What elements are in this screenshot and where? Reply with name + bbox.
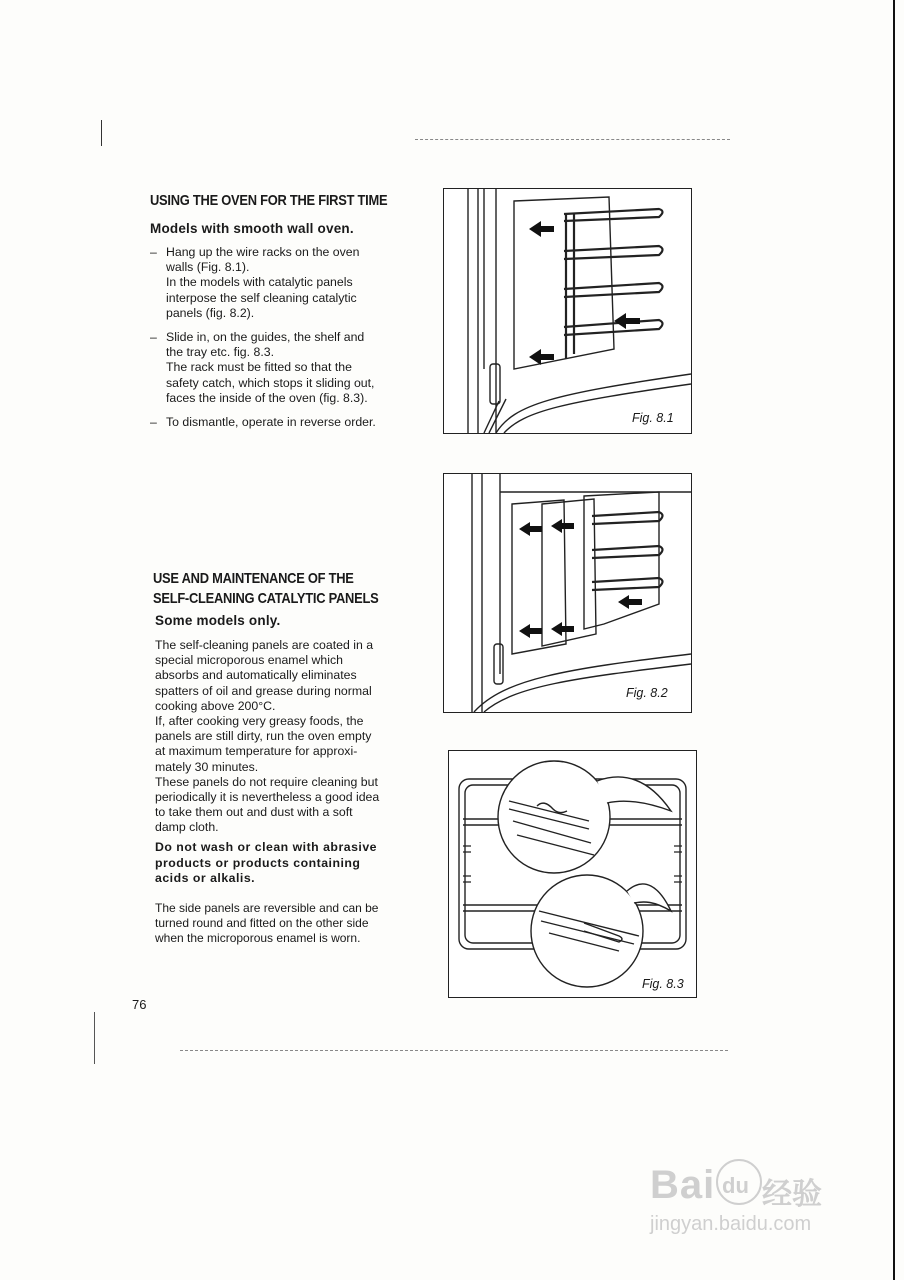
paragraph-line: damp cloth. xyxy=(155,820,219,835)
paragraph-line: panels are still dirty, run the oven empty xyxy=(155,729,372,744)
list-line: To dismantle, operate in reverse order. xyxy=(166,415,376,430)
bottom-rule xyxy=(180,1050,728,1051)
paragraph-line: If, after cooking very greasy foods, the xyxy=(155,714,364,729)
watermark-url: jingyan.baidu.com xyxy=(650,1213,812,1235)
list-item xyxy=(150,245,415,321)
binding-line xyxy=(893,0,895,1280)
figure-8-3 xyxy=(448,750,697,998)
section2-title-line1: USE AND MAINTENANCE OF THE xyxy=(153,570,354,587)
list-line: Hang up the wire racks on the oven xyxy=(166,245,360,259)
figure-8-2 xyxy=(443,473,692,713)
section1-subtitle: Models with smooth wall oven. xyxy=(150,221,354,236)
page-number: 76 xyxy=(132,997,147,1012)
list-line: walls (Fig. 8.1). xyxy=(166,260,250,275)
section2-title-line2: SELF-CLEANING CATALYTIC PANELS xyxy=(153,590,379,607)
warning xyxy=(155,840,415,887)
list-line: In the models with catalytic panels xyxy=(166,275,353,290)
list-line: the tray etc. fig. 8.3. xyxy=(166,345,274,360)
oven-rack-illustration xyxy=(444,189,691,433)
list-item xyxy=(150,330,415,406)
paragraph-line: at maximum temperature for approxi- xyxy=(155,744,358,759)
list-dash: – xyxy=(150,245,157,259)
paragraph-line: mately 30 minutes. xyxy=(155,759,259,774)
warning-line: Do not wash or clean with abrasive xyxy=(155,840,378,854)
note-line: when the microporous enamel is worn. xyxy=(155,931,361,946)
section1-title: USING THE OVEN FOR THE FIRST TIME xyxy=(150,192,388,209)
paragraph-line: spatters of oil and grease during normal xyxy=(155,683,372,698)
list-line: interpose the self cleaning catalytic xyxy=(166,290,357,305)
margin-mark xyxy=(101,120,102,146)
figure-label: Fig. 8.1 xyxy=(632,411,674,425)
paragraph-line: cooking above 200°C. xyxy=(155,698,276,713)
section2-subtitle: Some models only. xyxy=(155,613,281,628)
margin-mark xyxy=(94,1012,95,1064)
paragraph-line: special microporous enamel which xyxy=(155,653,343,668)
note-line: turned round and fitted on the other side xyxy=(155,916,369,931)
watermark-paw-text: du xyxy=(722,1173,749,1198)
paragraph-line: These panels do not require cleaning but xyxy=(155,774,378,789)
section2-paragraph xyxy=(155,638,415,836)
note xyxy=(155,901,415,947)
section1-list xyxy=(150,245,415,430)
figure-label: Fig. 8.2 xyxy=(626,686,668,700)
paragraph-line: to take them out and dust with a soft xyxy=(155,805,353,820)
list-line: faces the inside of the oven (fig. 8.3). xyxy=(166,390,368,405)
paragraph-line: The self-cleaning panels are coated in a xyxy=(155,638,374,652)
list-dash: – xyxy=(150,330,157,345)
warning-line: acids or alkalis. xyxy=(155,871,256,886)
figure-label: Fig. 8.3 xyxy=(642,977,684,991)
watermark-brand: Bai xyxy=(650,1163,716,1207)
figure-8-1 xyxy=(443,188,692,434)
paragraph-line: periodically it is nevertheless a good idea xyxy=(155,790,380,805)
top-rule xyxy=(415,139,730,140)
note-line: The side panels are reversible and can be xyxy=(155,901,379,915)
list-line: Slide in, on the guides, the shelf and xyxy=(166,330,365,345)
list-item xyxy=(150,415,415,430)
list-line: safety catch, which stops it sliding out, xyxy=(166,375,375,390)
paragraph-line: absorbs and automatically eliminates xyxy=(155,668,357,683)
oven-catalytic-panels-illustration xyxy=(444,474,691,712)
watermark-cn: 经验 xyxy=(762,1178,822,1211)
oven-shelf-detail-illustration xyxy=(449,751,696,997)
baidu-watermark xyxy=(650,1163,850,1253)
list-dash: – xyxy=(150,415,157,430)
warning-line: products or products containing xyxy=(155,855,361,870)
list-line: panels (fig. 8.2). xyxy=(166,305,255,320)
list-line: The rack must be fitted so that the xyxy=(166,360,352,375)
